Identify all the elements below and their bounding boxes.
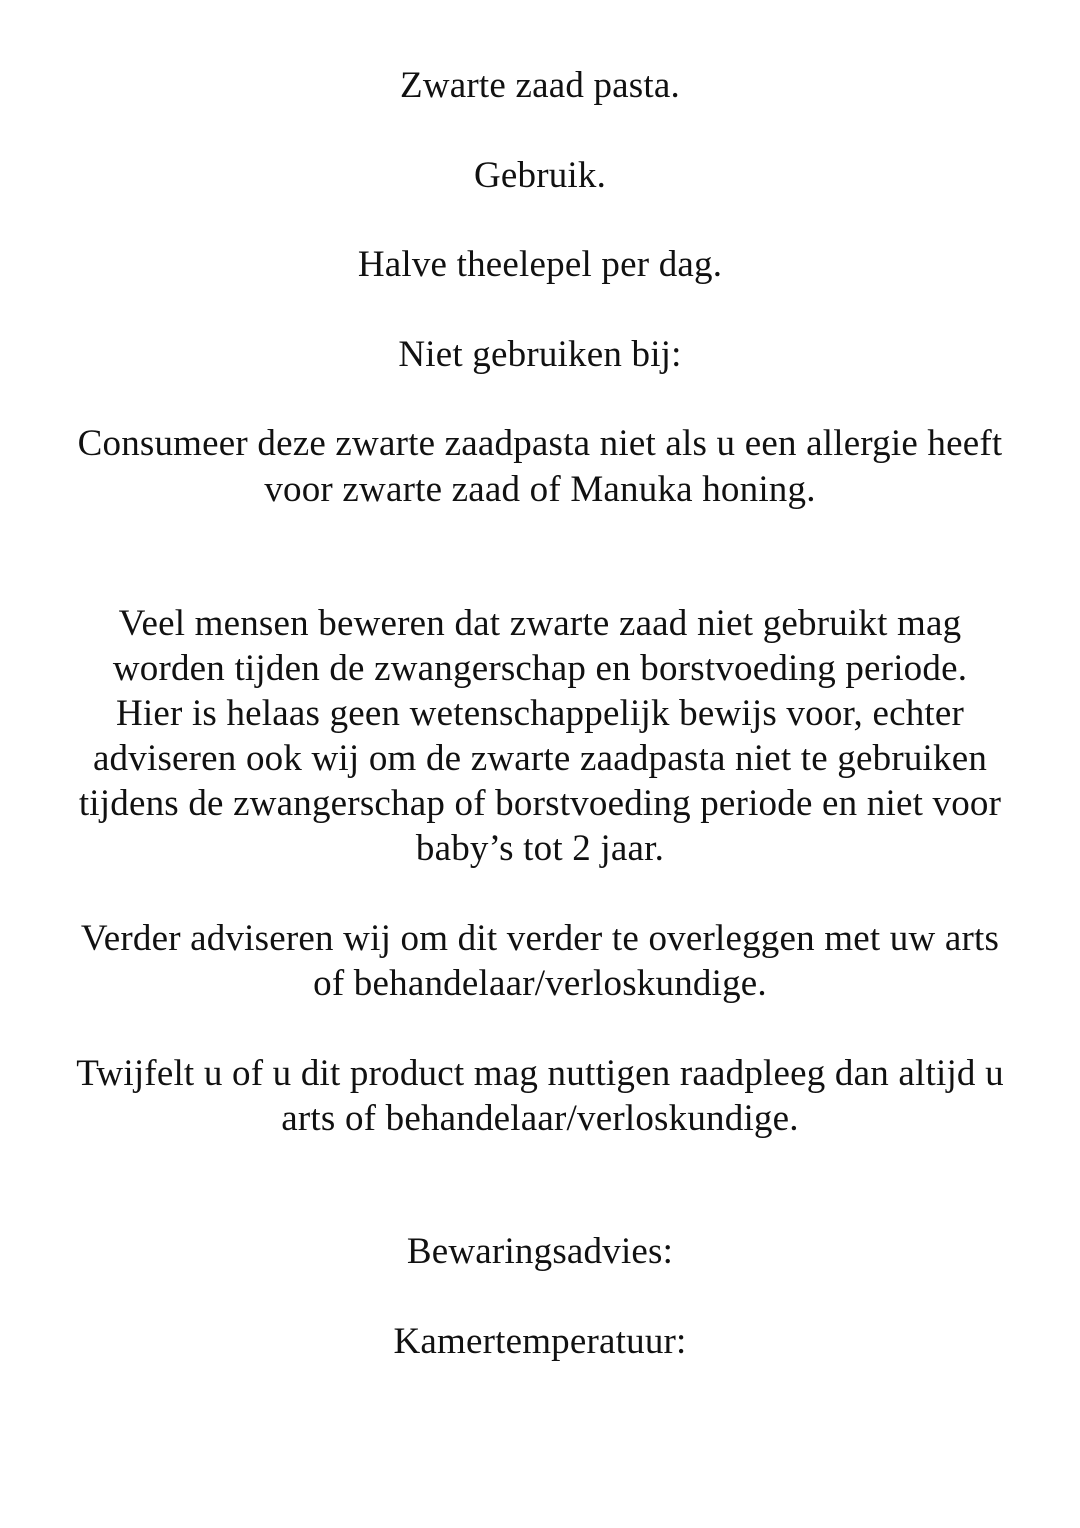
consult-line-1: Verder adviseren wij om dit verder te overleggen met uw arts: [80, 918, 1000, 959]
doubt-line-1: Twijfelt u of u dit product mag nuttigen raadpleeg dan altijd u: [76, 1053, 1004, 1094]
pregnancy-line-1: Veel mensen beweren dat zwarte zaad niet gebruikt mag: [118, 603, 962, 644]
contraindication-heading: Niet gebruiken bij:: [398, 334, 682, 375]
pregnancy-line-4: adviseren ook wij om de zwarte zaadpasta niet te gebruiken: [92, 738, 988, 779]
allergy-line-1: Consumeer deze zwarte zaadpasta niet als u een allergie heeft: [77, 423, 1003, 464]
consult-line-2: of behandelaar/verloskundige.: [313, 963, 767, 1004]
pregnancy-line-3: Hier is helaas geen wetenschappelijk bewijs voor, echter: [115, 693, 965, 734]
storage-heading: Bewaringsadvies:: [406, 1231, 674, 1272]
pregnancy-line-6: baby’s tot 2 jaar.: [415, 828, 665, 869]
storage-value: Kamertemperatuur:: [393, 1321, 687, 1362]
pregnancy-line-2: worden tijden de zwangerschap en borstvoeding periode.: [112, 648, 968, 689]
dosage-text: Halve theelepel per dag.: [357, 244, 723, 285]
pregnancy-line-5: tijdens de zwangerschap of borstvoeding periode en niet voor: [78, 783, 1002, 824]
doubt-line-2: arts of behandelaar/verloskundige.: [281, 1098, 799, 1139]
allergy-line-2: voor zwarte zaad of Manuka honing.: [264, 469, 816, 510]
document-title: Zwarte zaad pasta.: [400, 65, 680, 106]
usage-heading: Gebruik.: [473, 155, 607, 196]
